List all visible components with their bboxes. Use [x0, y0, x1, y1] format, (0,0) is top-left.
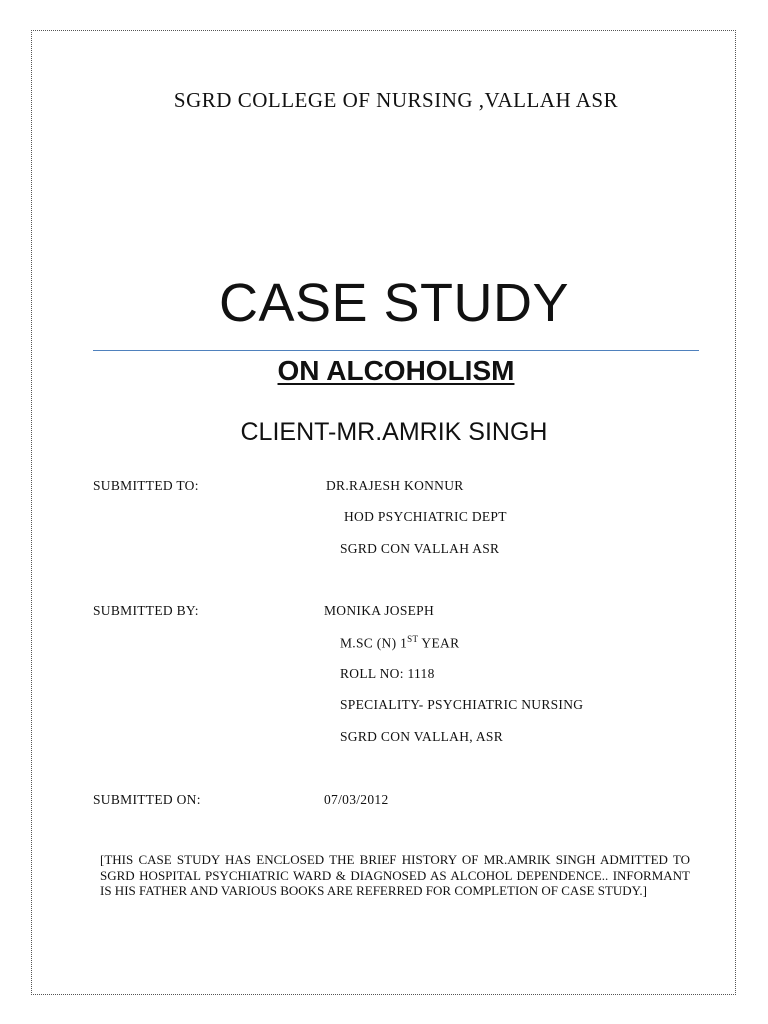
course-prefix: M.SC (N) 1 — [340, 635, 408, 651]
case-study-note: [THIS CASE STUDY HAS ENCLOSED THE BRIEF HISTORY OF MR.AMRIK SINGH ADMITTED TO SGRD HOSPITAL PSYCHIATRIC WARD & DIAGNOSED AS ALCOHOL DEPENDENCE.. INFORMANT IS HIS FATHER AND VARIOUS BOOKS ARE REFERRED FOR COMPLETION OF CASE STUDY.] — [100, 852, 690, 898]
submitted-by-speciality: SPECIALITY- PSYCHIATRIC NURSING — [340, 697, 584, 712]
submitted-to-institution: SGRD CON VALLAH ASR — [340, 541, 500, 556]
course-suffix: YEAR — [418, 635, 460, 651]
submitted-by-name: MONIKA JOSEPH — [324, 603, 435, 618]
submitted-to-designation: HOD PSYCHIATRIC DEPT — [344, 509, 507, 524]
document-subtitle: ON ALCOHOLISM — [277, 355, 515, 386]
document-title: CASE STUDY — [218, 273, 570, 333]
submitted-to-label: SUBMITTED TO: — [93, 478, 199, 493]
submitted-by-institution: SGRD CON VALLAH, ASR — [340, 729, 504, 744]
submitted-on-date: 07/03/2012 — [324, 792, 389, 807]
course-superscript: ST — [407, 634, 419, 644]
submitted-by-label: SUBMITTED BY: — [93, 603, 199, 618]
submitted-by-course — [340, 634, 459, 652]
client-name: CLIENT-MR.AMRIK SINGH — [240, 418, 548, 446]
title-divider — [93, 350, 699, 351]
submitted-on-label: SUBMITTED ON: — [93, 792, 201, 807]
submitted-by-roll: ROLL NO: 1118 — [340, 666, 435, 681]
submitted-to-name: DR.RAJESH KONNUR — [326, 478, 464, 493]
college-name: SGRD COLLEGE OF NURSING ,VALLAH ASR — [173, 88, 619, 112]
